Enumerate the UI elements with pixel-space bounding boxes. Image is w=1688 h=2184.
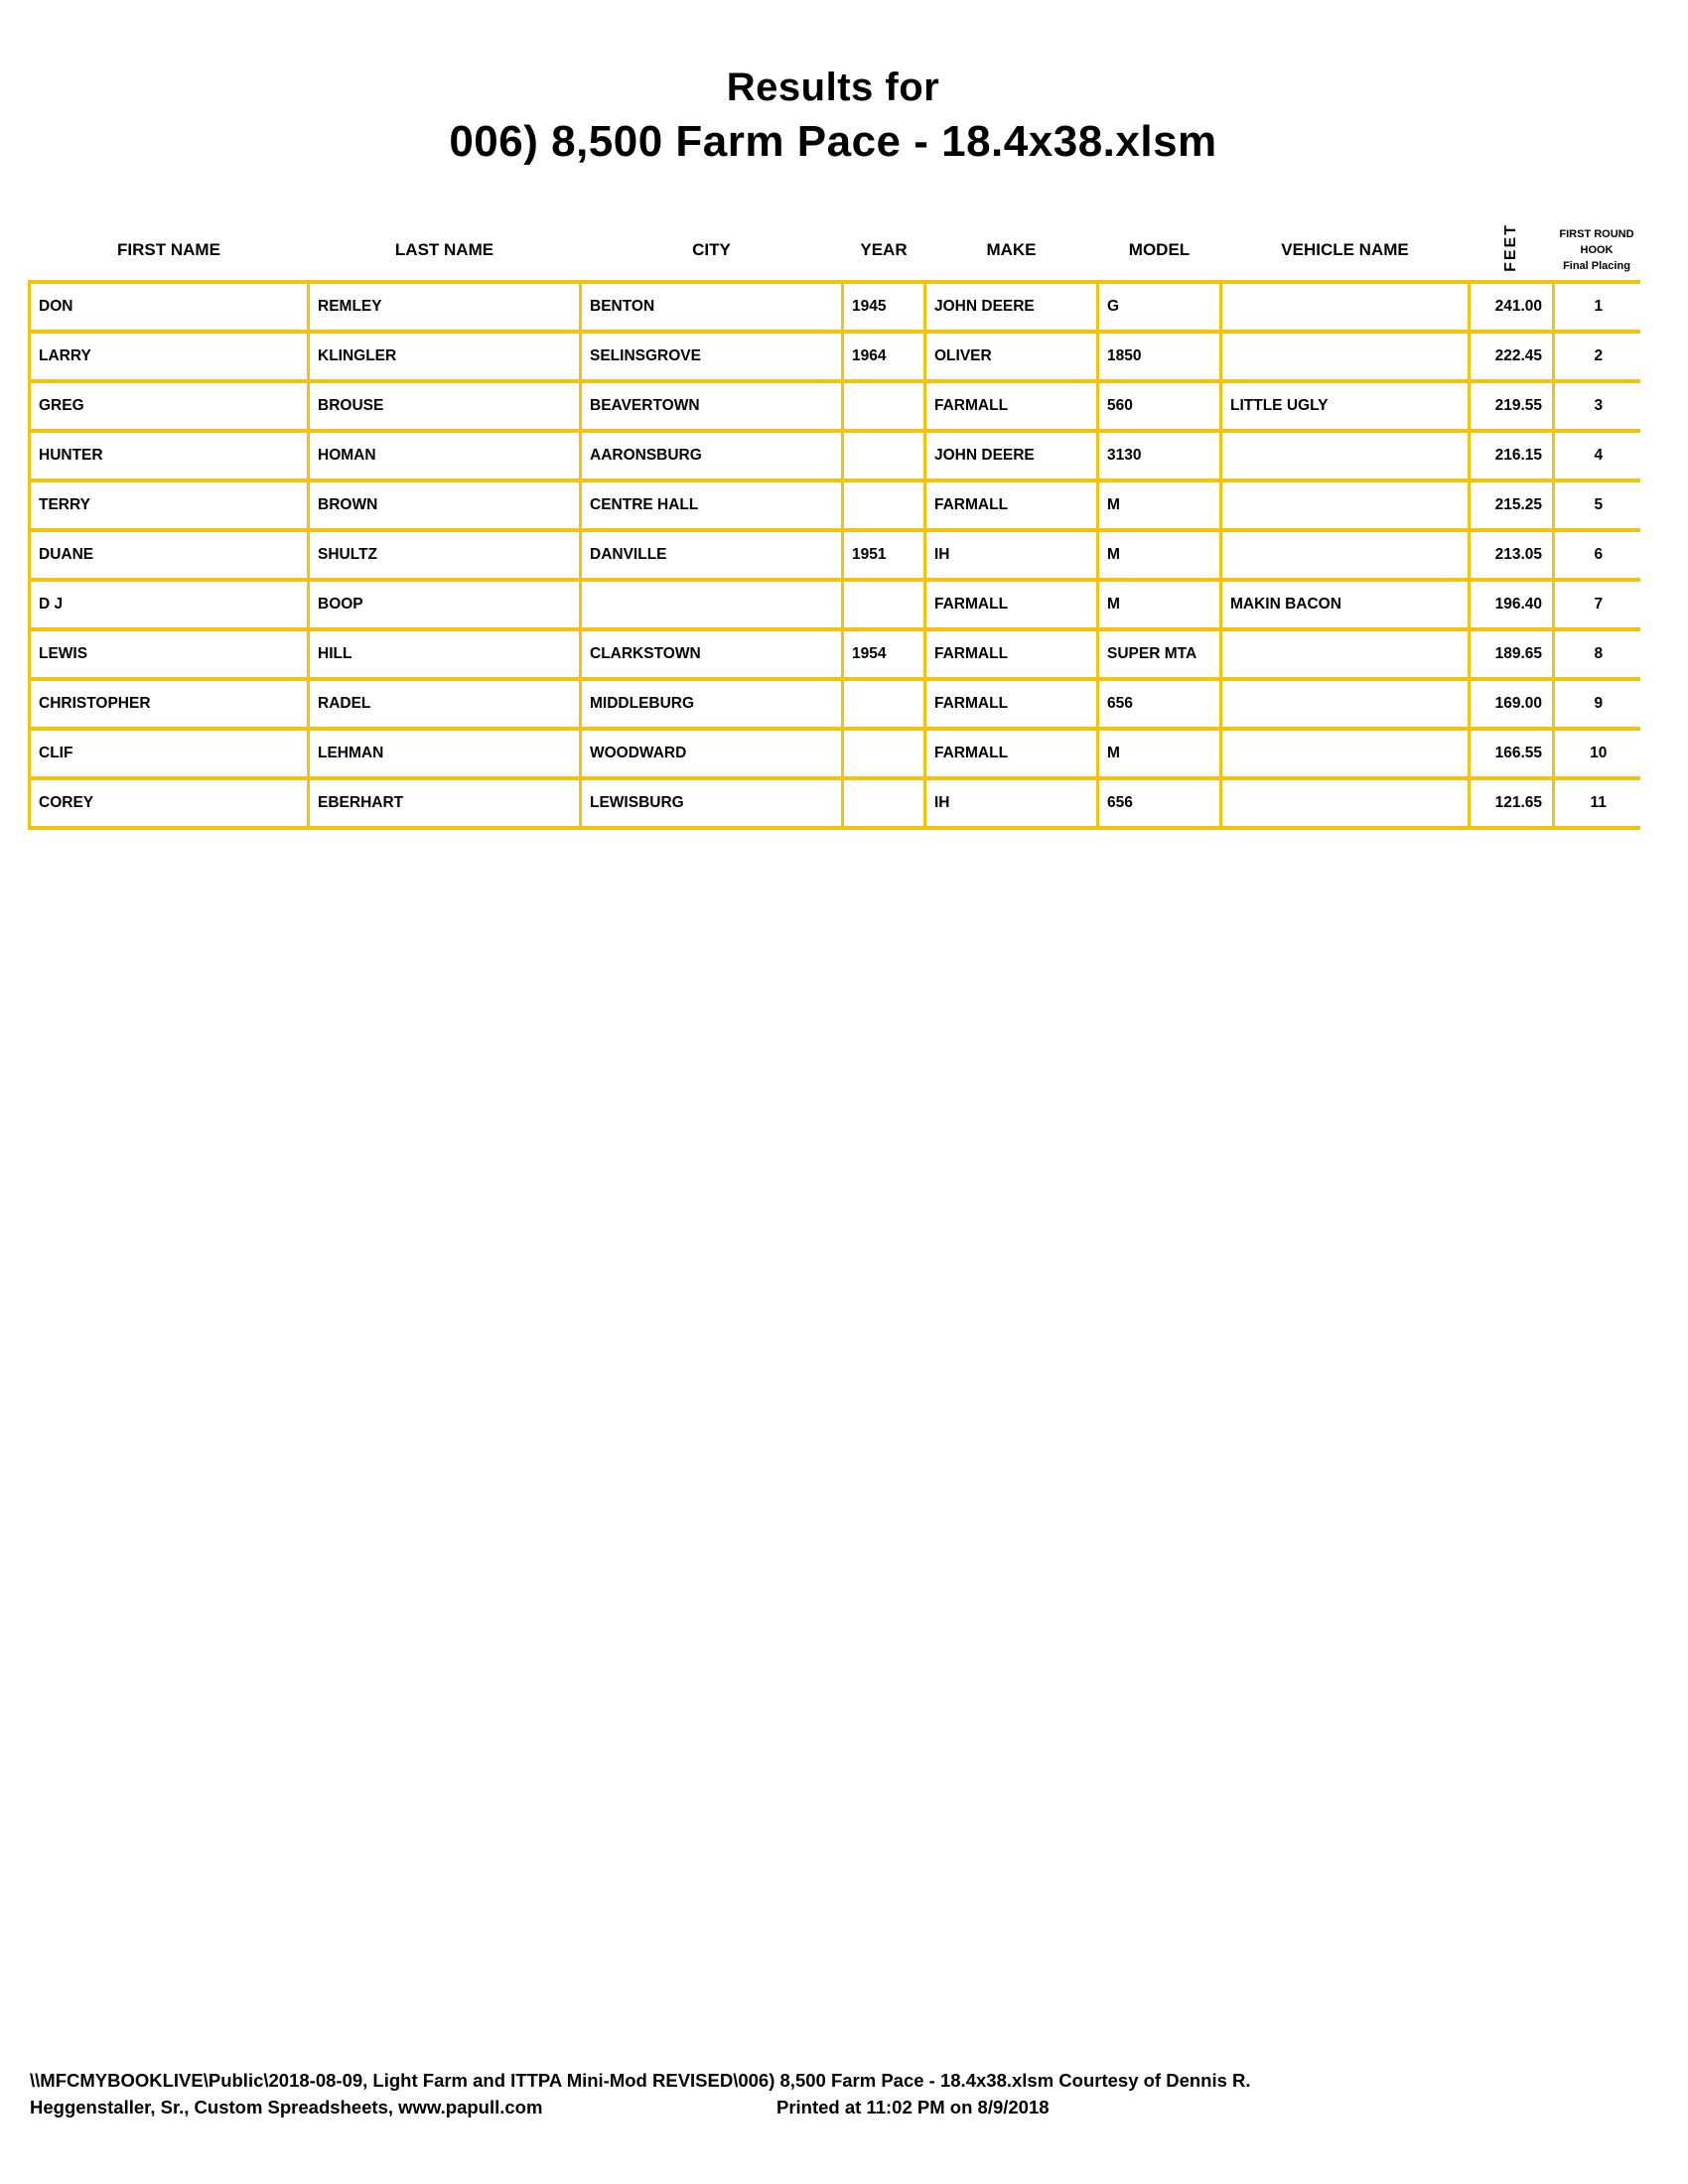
results-table-body xyxy=(30,282,1640,828)
cell-year xyxy=(843,431,925,480)
cell-city: MIDDLEBURG xyxy=(581,679,843,729)
cell-last_name: EBERHART xyxy=(309,778,581,828)
cell-feet: 169.00 xyxy=(1470,679,1554,729)
cell-city: WOODWARD xyxy=(581,729,843,778)
cell-last_name: SHULTZ xyxy=(309,530,581,580)
cell-last_name: KLINGLER xyxy=(309,332,581,381)
header-cell-last_name: LAST NAME xyxy=(309,193,581,282)
cell-feet: 189.65 xyxy=(1470,629,1554,679)
cell-year: 1945 xyxy=(843,282,925,332)
cell-placing: 8 xyxy=(1554,629,1640,679)
header-cell-make: MAKE xyxy=(925,193,1098,282)
cell-feet: 241.00 xyxy=(1470,282,1554,332)
cell-first_name: DON xyxy=(30,282,309,332)
table-row xyxy=(30,282,1640,332)
cell-feet: 222.45 xyxy=(1470,332,1554,381)
cell-make: FARMALL xyxy=(925,629,1098,679)
cell-last_name: HOMAN xyxy=(309,431,581,480)
cell-year: 1954 xyxy=(843,629,925,679)
cell-feet: 215.25 xyxy=(1470,480,1554,530)
cell-year: 1951 xyxy=(843,530,925,580)
cell-make: JOHN DEERE xyxy=(925,431,1098,480)
header-cell-first_name: FIRST NAME xyxy=(30,193,309,282)
table-row xyxy=(30,729,1640,778)
header-row xyxy=(30,193,1640,282)
cell-first_name: TERRY xyxy=(30,480,309,530)
cell-make: IH xyxy=(925,778,1098,828)
cell-model: M xyxy=(1098,729,1221,778)
cell-vehicle_name: MAKIN BACON xyxy=(1221,580,1470,629)
cell-placing: 4 xyxy=(1554,431,1640,480)
cell-vehicle_name xyxy=(1221,629,1470,679)
cell-model: 656 xyxy=(1098,778,1221,828)
cell-year xyxy=(843,580,925,629)
footer xyxy=(30,2067,1668,2120)
cell-city: AARONSBURG xyxy=(581,431,843,480)
feet-header-vertical-label: FEET xyxy=(1502,223,1519,272)
cell-first_name: COREY xyxy=(30,778,309,828)
cell-make: FARMALL xyxy=(925,480,1098,530)
cell-first_name: CLIF xyxy=(30,729,309,778)
cell-first_name: HUNTER xyxy=(30,431,309,480)
cell-city: CLARKSTOWN xyxy=(581,629,843,679)
cell-city xyxy=(581,580,843,629)
cell-feet: 213.05 xyxy=(1470,530,1554,580)
cell-feet: 166.55 xyxy=(1470,729,1554,778)
cell-placing: 1 xyxy=(1554,282,1640,332)
cell-last_name: HILL xyxy=(309,629,581,679)
cell-year xyxy=(843,381,925,431)
cell-placing: 6 xyxy=(1554,530,1640,580)
cell-vehicle_name xyxy=(1221,679,1470,729)
cell-make: JOHN DEERE xyxy=(925,282,1098,332)
cell-first_name: D J xyxy=(30,580,309,629)
cell-city: CENTRE HALL xyxy=(581,480,843,530)
header-cell-model: MODEL xyxy=(1098,193,1221,282)
cell-year xyxy=(843,679,925,729)
cell-last_name: REMLEY xyxy=(309,282,581,332)
footer-file-path: \\MFCMYBOOKLIVE\Public\2018-08-09, Light Farm and ITTPA Mini-Mod REVISED\006) 8,500 Farm Pace - 18.4x38.xlsm Courtesy of Dennis R. xyxy=(30,2070,1251,2091)
cell-model: 656 xyxy=(1098,679,1221,729)
cell-model: M xyxy=(1098,480,1221,530)
cell-make: FARMALL xyxy=(925,580,1098,629)
cell-last_name: LEHMAN xyxy=(309,729,581,778)
cell-last_name: BOOP xyxy=(309,580,581,629)
table-row xyxy=(30,431,1640,480)
cell-first_name: DUANE xyxy=(30,530,309,580)
cell-placing: 3 xyxy=(1554,381,1640,431)
cell-first_name: LEWIS xyxy=(30,629,309,679)
cell-model: SUPER MTA xyxy=(1098,629,1221,679)
cell-city: LEWISBURG xyxy=(581,778,843,828)
cell-make: OLIVER xyxy=(925,332,1098,381)
cell-placing: 9 xyxy=(1554,679,1640,729)
cell-year xyxy=(843,729,925,778)
page-title-line2: 006) 8,500 Farm Pace - 18.4x38.xlsm xyxy=(449,117,1217,166)
cell-year: 1964 xyxy=(843,332,925,381)
cell-first_name: GREG xyxy=(30,381,309,431)
results-table-header xyxy=(30,193,1640,282)
header-cell-placing xyxy=(1554,193,1640,282)
cell-feet: 216.15 xyxy=(1470,431,1554,480)
table-row xyxy=(30,480,1640,530)
cell-feet: 121.65 xyxy=(1470,778,1554,828)
cell-year xyxy=(843,480,925,530)
footer-printed-timestamp: Printed at 11:02 PM on 8/9/2018 xyxy=(776,2097,1050,2117)
cell-city: DANVILLE xyxy=(581,530,843,580)
cell-vehicle_name xyxy=(1221,282,1470,332)
cell-vehicle_name: LITTLE UGLY xyxy=(1221,381,1470,431)
cell-placing: 10 xyxy=(1554,729,1640,778)
placing-header-line: HOOK xyxy=(1580,244,1614,256)
cell-city: SELINSGROVE xyxy=(581,332,843,381)
table-row xyxy=(30,629,1640,679)
table-row xyxy=(30,530,1640,580)
cell-feet: 196.40 xyxy=(1470,580,1554,629)
cell-vehicle_name xyxy=(1221,431,1470,480)
cell-city: BEAVERTOWN xyxy=(581,381,843,431)
placing-header-line: Final Placing xyxy=(1563,260,1630,272)
placing-header-line: FIRST ROUND xyxy=(1559,228,1634,240)
table-row xyxy=(30,778,1640,828)
cell-year xyxy=(843,778,925,828)
header-cell-year: YEAR xyxy=(843,193,925,282)
results-table xyxy=(28,193,1640,830)
cell-placing: 2 xyxy=(1554,332,1640,381)
cell-vehicle_name xyxy=(1221,530,1470,580)
cell-vehicle_name xyxy=(1221,729,1470,778)
header-cell-city: CITY xyxy=(581,193,843,282)
table-row xyxy=(30,580,1640,629)
cell-make: FARMALL xyxy=(925,679,1098,729)
cell-vehicle_name xyxy=(1221,480,1470,530)
cell-model: G xyxy=(1098,282,1221,332)
cell-make: FARMALL xyxy=(925,729,1098,778)
cell-make: IH xyxy=(925,530,1098,580)
cell-placing: 5 xyxy=(1554,480,1640,530)
table-row xyxy=(30,679,1640,729)
footer-credit: Heggenstaller, Sr., Custom Spreadsheets, www.papull.com xyxy=(30,2097,543,2117)
cell-last_name: BROWN xyxy=(309,480,581,530)
cell-first_name: CHRISTOPHER xyxy=(30,679,309,729)
table-row xyxy=(30,381,1640,431)
cell-city: BENTON xyxy=(581,282,843,332)
cell-model: 1850 xyxy=(1098,332,1221,381)
table-row xyxy=(30,332,1640,381)
cell-make: FARMALL xyxy=(925,381,1098,431)
cell-placing: 7 xyxy=(1554,580,1640,629)
cell-last_name: BROUSE xyxy=(309,381,581,431)
cell-placing: 11 xyxy=(1554,778,1640,828)
page-title-line1: Results for xyxy=(726,66,940,109)
cell-feet: 219.55 xyxy=(1470,381,1554,431)
cell-model: M xyxy=(1098,580,1221,629)
cell-first_name: LARRY xyxy=(30,332,309,381)
cell-model: 560 xyxy=(1098,381,1221,431)
cell-model: M xyxy=(1098,530,1221,580)
header-cell-vehicle_name: VEHICLE NAME xyxy=(1221,193,1470,282)
cell-vehicle_name xyxy=(1221,332,1470,381)
cell-vehicle_name xyxy=(1221,778,1470,828)
header-cell-feet xyxy=(1470,193,1554,282)
cell-model: 3130 xyxy=(1098,431,1221,480)
cell-last_name: RADEL xyxy=(309,679,581,729)
